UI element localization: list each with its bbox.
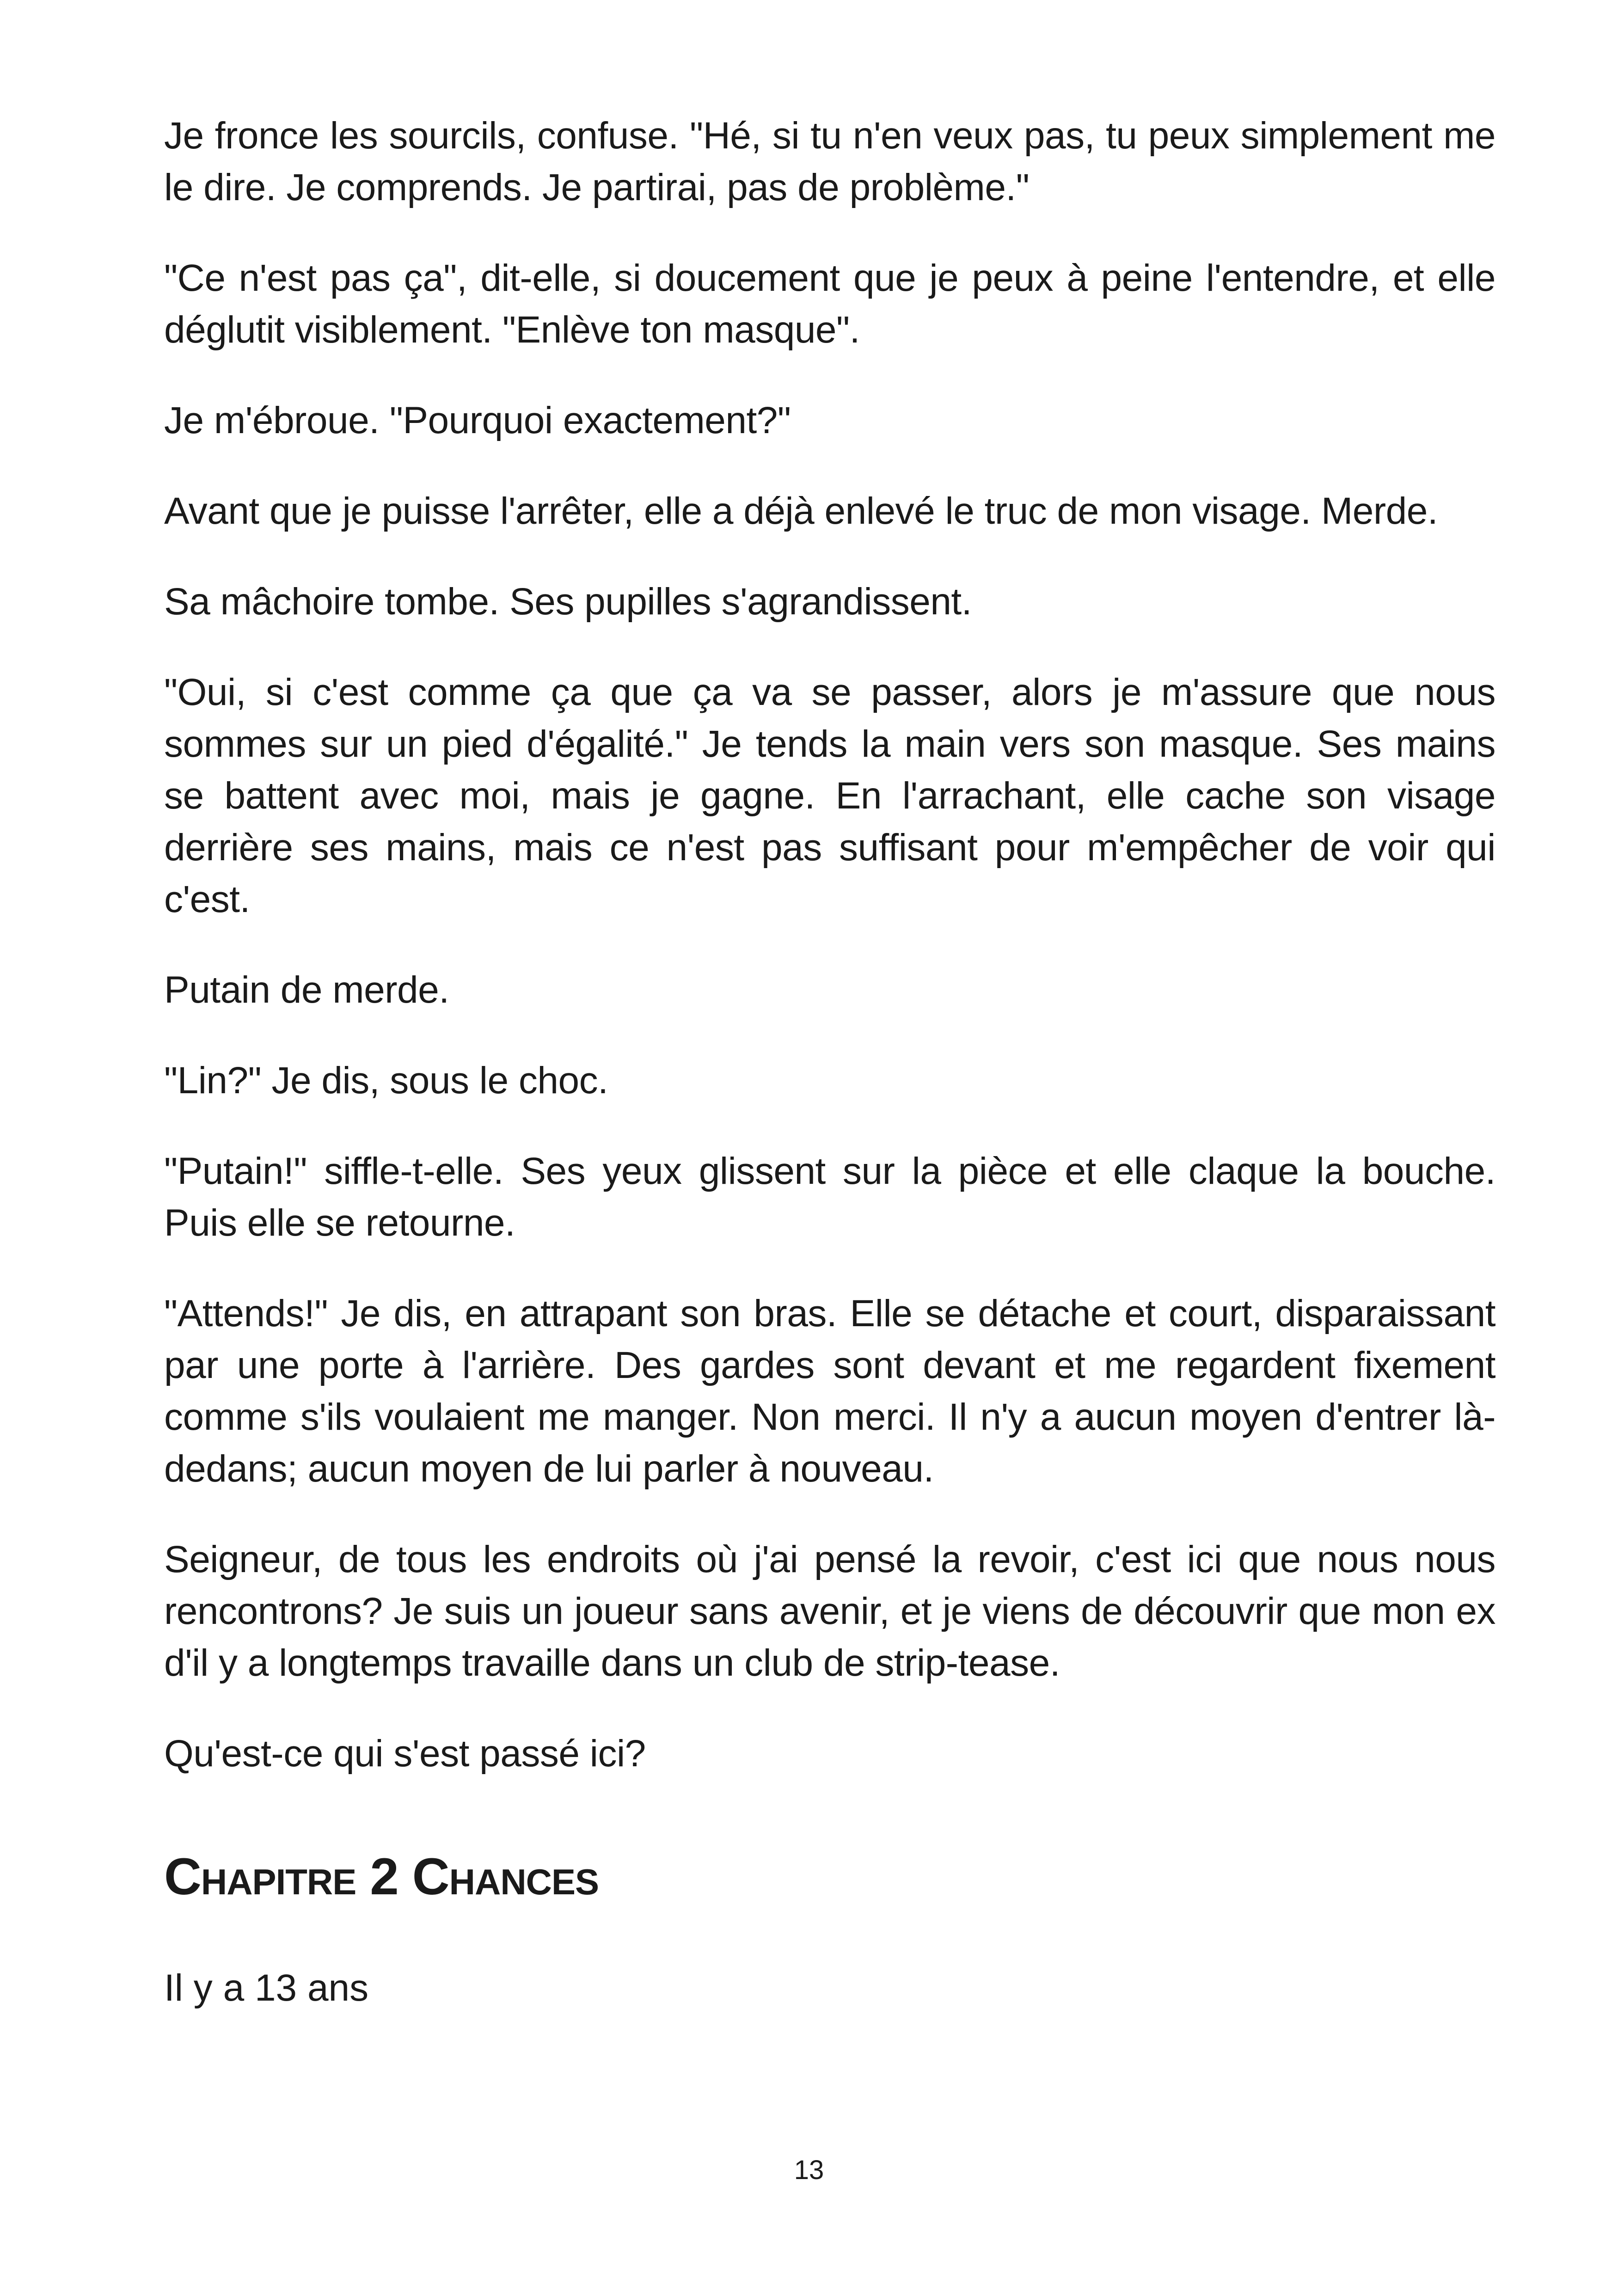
paragraph: "Lin?" Je dis, sous le choc. [164,1059,608,1102]
paragraph: Seigneur, de tous les endroits où j'ai pensé la revoir, c'est ici que nous nous rencontrons? Je suis un joueur sans avenir, et je viens de découvrir que mon ex d'il y a longtemps travaille dans un club de strip-tease. [164,1538,1495,1684]
chapter-subtitle: Il y a 13 ans [164,1967,369,2009]
chapter-number: 2 [370,1848,398,1905]
paragraph: Sa mâchoire tombe. Ses pupilles s'agrandissent. [164,581,972,623]
chapter-name: Chances [412,1848,599,1905]
paragraph: "Attends!" Je dis, en attrapant son bras. Elle se détache et court, disparaissant par une porte à l'arrière. Des gardes sont devant et me regardent fixement comme s'ils voulaient me manger. Non merci. Il n'y a aucun moyen d'entrer là-dedans; aucun moyen de lui parler à nouveau. [164,1292,1495,1490]
paragraph: "Putain!" siffle-t-elle. Ses yeux glissent sur la pièce et elle claque la bouche. Puis elle se retourne. [164,1150,1495,1244]
paragraph: Je fronce les sourcils, confuse. "Hé, si tu n'en veux pas, tu peux simplement me le dire. Je comprends. Je partirai, pas de problème." [164,115,1495,208]
paragraph: "Oui, si c'est comme ça que ça va se passer, alors je m'assure que nous sommes sur un pied d'égalité." Je tends la main vers son masque. Ses mains se battent avec moi, mais je gagne. En l'arrachant, elle cache son visage derrière ses mains, mais ce n'est pas suffisant pour m'empêcher de voir qui c'est. [164,671,1495,920]
paragraph: Qu'est-ce qui s'est passé ici? [164,1733,646,1775]
body-text [164,110,1495,1780]
page-number: 13 [794,2155,824,2185]
chapter-title-word: Chapitre [164,1848,356,1905]
paragraph: Avant que je puisse l'arrêter, elle a déjà enlevé le truc de mon visage. Merde. [164,490,1438,532]
chapter-heading [164,1844,1495,1909]
paragraph: "Ce n'est pas ça", dit-elle, si doucement que je peux à peine l'entendre, et elle déglutit visiblement. "Enlève ton masque". [164,257,1495,351]
paragraph: Putain de merde. [164,969,449,1011]
paragraph: Je m'ébroue. "Pourquoi exactement?" [164,399,791,441]
